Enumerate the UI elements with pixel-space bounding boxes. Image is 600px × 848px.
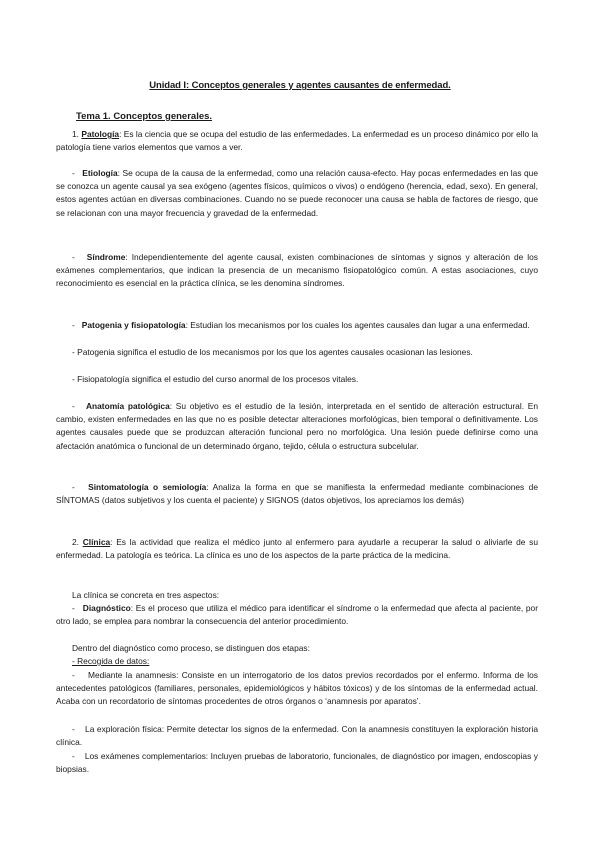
unit-title: Unidad I: Conceptos generales y agentes causantes de enfermedad. — [149, 80, 451, 91]
sindrome-text: : Independientemente del agente causal, existen combinaciones de síntomas y signos y alteración de los exámenes complementarios, que indican la presencia de un mecanismo fisiopatológico común. A estas asociaciones, cuyo reconocimiento es esencial en la práctica clínica, se les denomina síndromes. — [56, 252, 538, 289]
etapas-intro: Dentro del diagnóstico como proceso, se distinguen dos etapas: — [72, 643, 310, 653]
patologia-text: : Es la ciencia que se ocupa del estudio de las enfermedades. La enfermedad es un proceso dinámico por ello la patología tiene varios elementos que vamos a ver. — [56, 129, 538, 153]
anatomia-term: Anatomía patológica — [85, 401, 170, 411]
topic-heading: Tema 1. Conceptos generales. — [76, 111, 213, 122]
sindrome-paragraph: - Síndrome: Independientemente del agente causal, existen combinaciones de síntomas y signos y alteración de los exámenes complementarios, que indican la presencia de un mecanismo fisiopatológico común. A estas asociaciones, cuyo reconocimiento es esencial en la práctica clínica, se les denomina síndromes. — [56, 252, 538, 289]
diagnostico-text: : Es el proceso que utiliza el médico para identificar el síndrome o la enfermedad que afecta al paciente, por otro lado, se emplea para nombrar la consecuencia del anterior procedimiento. — [56, 603, 538, 627]
examenes-text: Los exámenes complementarios: Incluyen pruebas de laboratorio, funcionales, de diagnóstico por imagen, endoscopias y biopsias. — [56, 751, 538, 775]
recogida-datos: - Recogida de datos: — [72, 656, 150, 666]
patologia-paragraph — [56, 128, 538, 154]
aspectos-intro: La clínica se concreta en tres aspectos: — [72, 590, 220, 600]
exploracion-paragraph: - La exploración física: Permite detectar los signos de la enfermedad. Con la anamnesis constituyen la exploración historia clínica. — [56, 724, 538, 748]
clinica-paragraph — [56, 536, 538, 562]
diagnostico-paragraph: - Diagnóstico: Es el proceso que utiliza el médico para identificar el síndrome o la enfermedad que afecta al paciente, por otro lado, se emplea para nombrar la consecuencia del anterior procedimiento. — [56, 603, 538, 627]
patogenia-text: : Estudian los mecanismos por los cuales los agentes causales dan lugar a una enfermedad. — [185, 320, 530, 330]
sintomatologia-text: : Analiza la forma en que se manifiesta la enfermedad mediante combinaciones de SÍNTOMAS (datos subjetivos y los cuenta el paciente) y SIGNOS (datos objetivos, los apreciamos los demás) — [56, 482, 538, 506]
patogenia-paragraph: - Patogenia y fisiopatología: Estudian los mecanismos por los cuales los agentes causales dan lugar a una enfermedad. — [72, 320, 530, 330]
anamnesis-paragraph: - Mediante la anamnesis: Consiste en un interrogatorio de los datos previos recordados por el enfermo. Informa de los antecedentes patológicos (familiares, personales, epidemiológicos y hábitos tóxicos) y de los síntomas de la enfermedad actual. Acaba con un recordatorio de síntomas procedentes de otros órganos o ‘anamnesis por aparatos’. — [56, 670, 538, 707]
anatomia-paragraph: - Anatomía patológica: Su objetivo es el estudio de la lesión, interpretada en el sentido de alteración estructural. En cambio, existen enfermedades en las que no es posible detectar alteraciones morfológicas, bien temporal o definitivamente. Los agentes causales puede que se produzcan alteración funcional pero no morfológica. Una lesión puede definirse como una afectación anatómica o funcional de un determinado órgano, tejido, célula o estructura subcelular. — [56, 401, 538, 451]
diagnostico-term: Diagnóstico — [82, 603, 131, 613]
etiologia-term: Etiología — [82, 168, 118, 178]
patologia-term: Patología — [81, 129, 120, 139]
patogenia-sub1: - Patogenia significa el estudio de los mecanismos por los que los agentes causales ocasionan las lesiones. — [72, 347, 473, 357]
etiologia-paragraph: - Etiología: Se ocupa de la causa de la enfermedad, como una relación causa-efecto. Hay pocas enfermedades en las que se conozca un agente causal ya sea exógeno (agentes físicos, químicos o vivos) o endógeno (herencia, edad, sexo). En general, estos agentes actúan en diversas combinaciones. Cuando no se puede reconocer una causa se habla de factores de riesgo, que se relacionan con una mayor frecuencia y gravedad de la enfermedad. — [56, 168, 538, 218]
patogenia-term: Patogenia y fisiopatología — [81, 320, 186, 330]
clinica-term: Clínica — [82, 537, 111, 547]
examenes-paragraph: - Los exámenes complementarios: Incluyen pruebas de laboratorio, funcionales, de diagnóstico por imagen, endoscopias y biopsias. — [56, 751, 538, 775]
sindrome-term: Síndrome — [86, 252, 126, 262]
patogenia-sub2: - Fisiopatología significa el estudio del curso anormal de los procesos vitales. — [72, 374, 359, 384]
etiologia-text: : Se ocupa de la causa de la enfermedad, como una relación causa-efecto. Hay pocas enfermedades en las que se conozca un agente causal ya sea exógeno (agentes físicos, químicos o vivos) o endógeno (herencia, edad, sexo). En general, estos agentes actúan en diversas combinaciones. Cuando no se puede reconocer una causa se habla de factores de riesgo, que se relacionan con una mayor frecuencia y gravedad de la enfermedad. — [56, 168, 538, 218]
sintomatologia-term: Sintomatología o semiología — [88, 482, 207, 492]
clinica-text: : Es la actividad que realiza el médico junto al enfermero para ayudarle a recuperar la salud o aliviarle de su enfermedad. La patología es teórica. La clínica es uno de los aspectos de la parte práctica de la medicina. — [56, 537, 538, 561]
exploracion-text: La exploración física: Permite detectar los signos de la enfermedad. Con la anamnesis constituyen la exploración historia clínica. — [56, 724, 538, 748]
anatomia-text: : Su objetivo es el estudio de la lesión, interpretada en el sentido de alteración estructural. En cambio, existen enfermedades en las que no es posible detectar alteraciones morfológicas, bien temporal o definitivamente. Los agentes causales puede que se produzcan alteración funcional pero no morfológica. Una lesión puede definirse como una afectación anatómica o funcional de un determinado órgano, tejido, célula o estructura subcelular. — [56, 401, 538, 451]
section-number: 2. — [72, 537, 79, 547]
sintomatologia-paragraph: - Sintomatología o semiología: Analiza la forma en que se manifiesta la enfermedad mediante combinaciones de SÍNTOMAS (datos subjetivos y los cuenta el paciente) y SIGNOS (datos objetivos, los apreciamos los demás) — [56, 482, 538, 506]
section-number: 1. — [72, 129, 79, 139]
anamnesis-text: Mediante la anamnesis: Consiste en un interrogatorio de los datos previos recordados por el enfermo. Informa de los antecedentes patológicos (familiares, personales, epidemiológicos y hábitos tóxicos) y de los síntomas de la enfermedad actual. Acaba con un recordatorio de síntomas procedentes de otros órganos o ‘anamnesis por aparatos’. — [56, 670, 538, 707]
